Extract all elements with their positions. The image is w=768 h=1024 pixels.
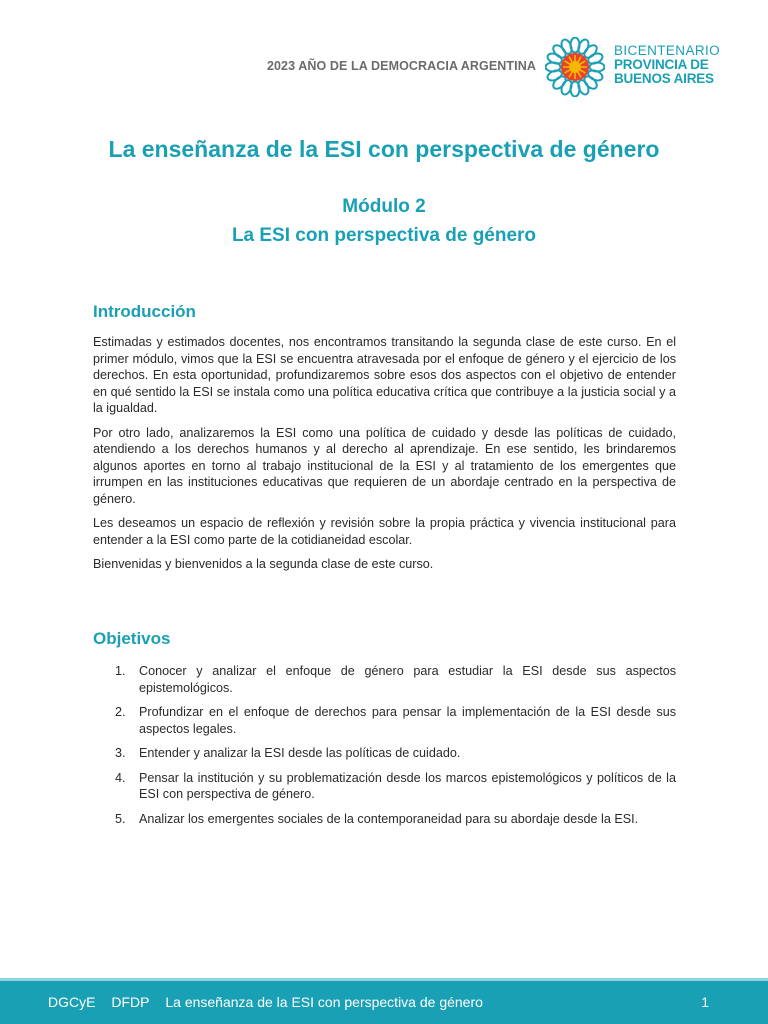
- intro-heading: Introducción: [93, 302, 196, 321]
- logo-line-1: BICENTENARIO: [614, 43, 721, 58]
- objectives-heading: Objetivos: [93, 629, 171, 648]
- item-number: 1.: [115, 664, 126, 678]
- list-item: [112, 811, 676, 828]
- item-text: Conocer y analizar el enfoque de género para estudiar la ESI desde sus aspectos epistemológicos.: [139, 664, 676, 695]
- list-item: [112, 745, 676, 762]
- intro-paragraph: Por otro lado, analizaremos la ESI como una política de cuidado y desde las políticas de cuidado, atendiendo a los derechos humanos y al derecho al aprendizaje. En ese sentido, les brindaremos algunos aportes en torno al trabajo institucional de la ESI y al tratamiento de los emergentes que irrumpen en las instituciones educativas que requieren de un abordaje centrado en la perspectiva de género.: [93, 425, 676, 506]
- item-text: Analizar los emergentes sociales de la contemporaneidad para su abordaje desde la ESI.: [139, 811, 639, 826]
- intro-paragraph: Les deseamos un espacio de reflexión y revisión sobre la propia práctica y vivencia institucional para entender a la ESI como parte de la cotidianeidad escolar.: [93, 516, 676, 547]
- item-number: 3.: [115, 746, 126, 760]
- intro-paragraph: Estimadas y estimados docentes, nos encontramos transitando la segunda clase de este curso. En el primer módulo, vimos que la ESI se encuentra atravesada por el enfoque de género y el ejercicio de los derechos. En esta oportunidad, profundizaremos sobre esos dos aspectos con el objetivo de entender en qué sentido la ESI se instala como una política educativa crítica que contribuye a la justicia social y a la igualdad.: [93, 335, 676, 415]
- list-item: [112, 770, 676, 803]
- header-slogan: 2023 AÑO DE LA DEMOCRACIA ARGENTINA: [266, 59, 536, 73]
- module-heading: [0, 192, 768, 250]
- document-title: La enseñanza de la ESI con perspectiva de género: [108, 136, 660, 162]
- logo-line-3: BUENOS AIRES: [614, 71, 714, 86]
- footer-org-2: DFDP: [111, 994, 150, 1010]
- bicentenario-logo-icon: [545, 37, 605, 97]
- list-item: [112, 663, 676, 696]
- logo-wordmark: [614, 44, 720, 86]
- intro-body: [93, 334, 676, 581]
- item-text: Pensar la institución y su problematización desde los marcos epistemológicos y políticos de la ESI con perspectiva de género.: [139, 770, 676, 801]
- footer-doc-title: La enseñanza de la ESI con perspectiva de género: [165, 994, 483, 1010]
- item-number: 5.: [115, 811, 126, 826]
- item-text: Profundizar en el enfoque de derechos para pensar la implementación de la ESI desde sus aspectos legales.: [139, 705, 676, 736]
- page-footer: [0, 981, 768, 1024]
- module-subtitle: La ESI con perspectiva de género: [231, 225, 537, 246]
- intro-paragraph: Bienvenidas y bienvenidos a la segunda clase de este curso.: [93, 557, 434, 571]
- module-number: Módulo 2: [342, 196, 426, 217]
- item-text: Entender y analizar la ESI desde las políticas de cuidado.: [139, 746, 461, 760]
- footer-text: [48, 994, 495, 1010]
- objectives-list: [112, 663, 676, 835]
- logo-line-2: PROVINCIA DE: [614, 57, 709, 72]
- footer-org-1: DGCyE: [48, 994, 96, 1010]
- page-number: 1: [701, 994, 709, 1010]
- item-number: 4.: [115, 770, 126, 785]
- item-number: 2.: [115, 705, 126, 719]
- list-item: [112, 704, 676, 737]
